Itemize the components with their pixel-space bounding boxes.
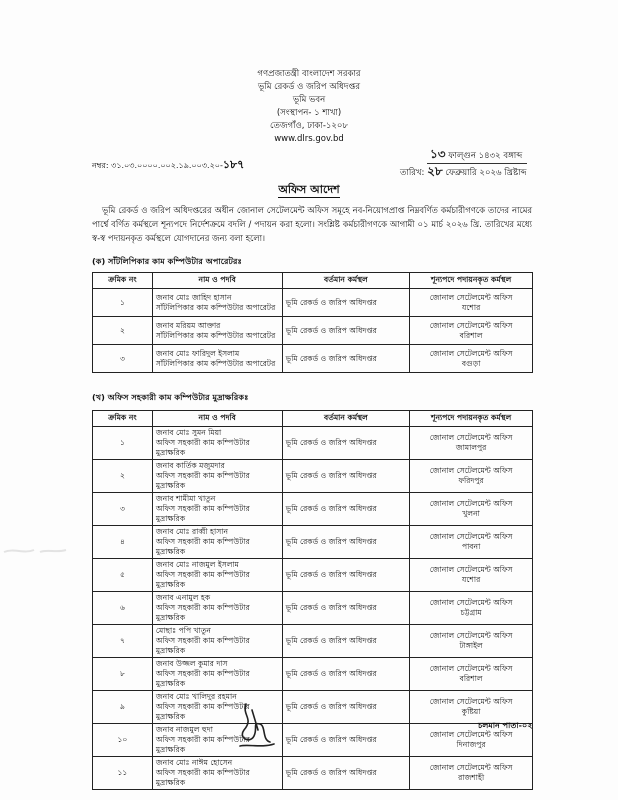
serial-text: ১১	[117, 768, 128, 777]
employee-name: জনাব মোঃ নাজমুল ইসলাম	[155, 560, 239, 569]
new-place: দিনাজপুর	[456, 740, 486, 749]
col-new: শূন্যপদে পদায়নকৃত কর্মস্থল	[410, 273, 533, 289]
new-place: বরিশাল	[459, 330, 483, 340]
cell-new	[410, 289, 533, 317]
letterhead	[0, 68, 618, 146]
current-office: ভূমি রেকর্ড ও জরিপ অধিদপ্তর	[285, 438, 377, 447]
employee-name: জনাব এনামুল হক	[155, 593, 211, 602]
cell-new	[410, 460, 533, 493]
serial-text: ১	[119, 297, 125, 307]
cell-current	[282, 289, 410, 317]
table-row	[93, 724, 533, 757]
cell-serial	[93, 592, 153, 625]
current-office: ভূমি রেকর্ড ও জরিপ অধিদপ্তর	[285, 603, 377, 612]
cell-current	[282, 625, 410, 658]
new-office: জোনাল সেটেলমেন্ট অফিস	[429, 499, 513, 508]
date-gregorian-text: ফেব্রুয়ারি ২০২৬ খ্রিষ্টাব্দ	[445, 168, 527, 178]
cell-new	[410, 592, 533, 625]
current-office: ভূমি রেকর্ড ও জরিপ অধিদপ্তর	[285, 353, 377, 363]
table-row	[93, 427, 533, 460]
header-line-4: (সংস্থাপন- ১ শাখা)	[276, 108, 342, 118]
table-row	[93, 289, 533, 317]
col-name: নাম ও পদবি	[152, 411, 282, 427]
header-line-5: তেজগাঁও, ঢাকা-১২০৮	[270, 121, 348, 131]
current-office: ভূমি রেকর্ড ও জরিপ অধিদপ্তর	[285, 735, 377, 744]
scan-smudge	[0, 540, 70, 560]
memo-number-text: নম্বর: ৩১.০৩.০০০০.০০২.১৯.০০৩.২০-	[92, 161, 223, 170]
table-row	[93, 317, 533, 345]
date-gregorian-day: ২৮	[427, 164, 443, 178]
current-office: ভূমি রেকর্ড ও জরিপ অধিদপ্তর	[285, 636, 377, 645]
employee-designation: অফিস সহকারী কাম কম্পিউটার মুদ্রাক্ষরিক	[155, 438, 250, 457]
serial-text: ৯	[119, 702, 125, 711]
new-office: জোনাল সেটেলমেন্ট অফিস	[429, 348, 513, 358]
section-b-heading: (খ) অফিস সহকারী কাম কম্পিউটার মুদ্রাক্ষরিকঃ	[92, 392, 249, 402]
cell-serial	[93, 460, 153, 493]
table-row	[93, 345, 533, 373]
new-place: বরিশাল	[459, 674, 483, 683]
serial-text: ২	[119, 325, 125, 335]
cell-serial	[93, 658, 153, 691]
cell-serial	[93, 691, 153, 724]
new-place: কুষ্টিয়া	[461, 707, 481, 716]
date-bangla	[400, 148, 527, 163]
employee-name: জনাব মোঃ নাঈম হোসেন	[155, 758, 233, 767]
table-row	[93, 625, 533, 658]
cell-current	[282, 658, 410, 691]
current-office: ভূমি রেকর্ড ও জরিপ অধিদপ্তর	[285, 471, 377, 480]
date-bangla-day: ১৩	[430, 147, 446, 161]
current-office: ভূমি রেকর্ড ও জরিপ অধিদপ্তর	[285, 537, 377, 546]
section-b-table	[92, 410, 533, 790]
cell-current	[282, 691, 410, 724]
employee-name: জনাব মোঃ রাব্বী হাসান	[155, 527, 228, 536]
employee-designation: অফিস সহকারী কাম কম্পিউটার মুদ্রাক্ষরিক	[155, 735, 250, 754]
col-current: বর্তমান কর্মস্থল	[282, 411, 410, 427]
new-office: জোনাল সেটেলমেন্ট অফিস	[429, 292, 513, 302]
employee-designation: সাঁটলিপিকার কাম কম্পিউটার অপারেটর	[155, 358, 276, 368]
cell-new	[410, 658, 533, 691]
employee-name: জনাব শামীমা খাতুন	[155, 494, 216, 503]
col-new: শূন্যপদে পদায়নকৃত কর্মস্থল	[410, 411, 533, 427]
table-row	[93, 559, 533, 592]
cell-current	[282, 559, 410, 592]
section-a-heading: (ক) সাঁটলিপিকার কাম কম্পিউটার অপারেটরঃ	[92, 256, 242, 266]
new-office: জোনাল সেটেলমেন্ট অফিস	[429, 565, 513, 574]
employee-designation: সাঁটলিপিকার কাম কম্পিউটার অপারেটর	[155, 302, 276, 312]
table-row	[93, 691, 533, 724]
cell-serial	[93, 289, 153, 317]
memo-number-handwritten: ১৮৭	[222, 158, 245, 171]
employee-name: জনাব মোঃ খালিদুর রহমান	[155, 692, 237, 701]
current-office: ভূমি রেকর্ড ও জরিপ অধিদপ্তর	[285, 504, 377, 513]
new-place: যশোর	[461, 575, 481, 584]
new-place: চট্টগ্রাম	[460, 608, 482, 617]
employee-designation: অফিস সহকারী কাম কম্পিউটার মুদ্রাক্ষরিক	[155, 603, 250, 622]
new-office: জোনাল সেটেলমেন্ট অফিস	[429, 532, 513, 541]
cell-current	[282, 493, 410, 526]
cell-name	[152, 460, 282, 493]
current-office: ভূমি রেকর্ড ও জরিপ অধিদপ্তর	[285, 702, 377, 711]
new-place: রাজশাহী	[458, 773, 485, 782]
date-gregorian	[400, 163, 527, 180]
cell-serial	[93, 724, 153, 757]
col-serial: ক্রমিক নং	[93, 411, 153, 427]
new-place: খুলনা	[462, 509, 480, 518]
col-serial: ক্রমিক নং	[93, 273, 153, 289]
cell-name	[152, 559, 282, 592]
new-office: জোনাল সেটেলমেন্ট অফিস	[429, 730, 513, 739]
new-place: জামালপুর	[455, 443, 487, 452]
employee-name: জনাব মোঃ জাহিদ হাসান	[155, 292, 232, 302]
current-office: ভূমি রেকর্ড ও জরিপ অধিদপ্তর	[285, 297, 377, 307]
serial-text: ৩	[119, 353, 125, 363]
cell-new	[410, 559, 533, 592]
cell-current	[282, 345, 410, 373]
table-row	[93, 658, 533, 691]
cell-serial	[93, 345, 153, 373]
current-office: ভূমি রেকর্ড ও জরিপ অধিদপ্তর	[285, 570, 377, 579]
cell-serial	[93, 625, 153, 658]
employee-designation: অফিস সহকারী কাম কম্পিউটার মুদ্রাক্ষরিক	[155, 471, 250, 490]
cell-new	[410, 493, 533, 526]
serial-text: ২	[119, 471, 125, 480]
cell-serial	[93, 427, 153, 460]
employee-designation: অফিস সহকারী কাম কম্পিউটার মুদ্রাক্ষরিক	[155, 537, 250, 556]
cell-serial	[93, 757, 153, 790]
serial-text: ৩	[119, 504, 125, 513]
cell-name	[152, 757, 282, 790]
table-row	[93, 757, 533, 790]
cell-current	[282, 427, 410, 460]
new-place: টাঙ্গাইল	[459, 641, 483, 650]
cell-name	[152, 317, 282, 345]
new-office: জোনাল সেটেলমেন্ট অফিস	[429, 697, 513, 706]
col-name: নাম ও পদবি	[152, 273, 282, 289]
new-office: জোনাল সেটেলমেন্ট অফিস	[429, 433, 513, 442]
col-current: বর্তমান কর্মস্থল	[282, 273, 410, 289]
cell-new	[410, 625, 533, 658]
employee-name: জনাব মরিয়ম আক্তার	[155, 320, 221, 330]
table-row	[93, 592, 533, 625]
serial-text: ৮	[119, 669, 125, 678]
continuation-note: চলমান পাতা-০২	[478, 721, 533, 730]
cell-new	[410, 427, 533, 460]
serial-text: ১০	[117, 735, 128, 744]
cell-current	[282, 724, 410, 757]
employee-name: জনাব মোঃ সুমন মিয়া	[155, 428, 222, 437]
serial-text: ৬	[119, 603, 125, 612]
table-header-row	[93, 411, 533, 427]
employee-name: জনাব মোঃ ফারিদুল ইসলাম	[155, 348, 240, 358]
date-label: তারিখ:	[400, 168, 425, 178]
order-body-text: ভূমি রেকর্ড ও জরিপ অধিদপ্তরের অধীন জোনাল সেটেলমেন্ট অফিস সমূহে নব-নিয়োগপ্রাপ্ত নিম্নবর্ণিত কর্মচারীগণকে তাদের নামের পার্শ্বে বর্ণিত কর্মস্থলে শূন্যপদে নির্দেশক্রমে বদলি / পদায়ন করা হলো। সংশ্লিষ্ট কর্মচারীগণকে আগামী ০১ মার্চ ২০২৬ খ্রি. তারিখের মধ্যে স্ব-স্ব পদায়নকৃত কর্মস্থলে যোগদানের জন্য বলা হলো।	[92, 205, 532, 243]
signature	[232, 700, 278, 752]
new-office: জোনাল সেটেলমেন্ট অফিস	[429, 598, 513, 607]
cell-name	[152, 658, 282, 691]
employee-name: জনাব উজ্জল কুমার দাস	[155, 659, 228, 668]
date-block	[400, 148, 527, 180]
current-office: ভূমি রেকর্ড ও জরিপ অধিদপ্তর	[285, 325, 377, 335]
cell-name	[152, 493, 282, 526]
cell-name	[152, 289, 282, 317]
cell-serial	[93, 559, 153, 592]
new-office: জোনাল সেটেলমেন্ট অফিস	[429, 631, 513, 640]
serial-text: ৭	[119, 636, 125, 645]
cell-serial	[93, 526, 153, 559]
cell-new	[410, 345, 533, 373]
new-office: জোনাল সেটেলমেন্ট অফিস	[429, 466, 513, 475]
serial-text: ৫	[119, 570, 125, 579]
new-place: পাবনা	[461, 542, 481, 551]
current-office: ভূমি রেকর্ড ও জরিপ অধিদপ্তর	[285, 669, 377, 678]
employee-designation: অফিস সহকারী কাম কম্পিউটার মুদ্রাক্ষরিক	[155, 669, 250, 688]
employee-name: মোছাঃ পপি খাতুন	[155, 626, 211, 635]
new-place: বগুড়া	[461, 358, 481, 368]
new-office: জোনাল সেটেলমেন্ট অফিস	[429, 763, 513, 772]
cell-name	[152, 526, 282, 559]
new-office: জোনাল সেটেলমেন্ট অফিস	[429, 664, 513, 673]
cell-serial	[93, 317, 153, 345]
cell-name	[152, 592, 282, 625]
cell-serial	[93, 493, 153, 526]
header-line-3: ভূমি ভবন	[292, 95, 326, 105]
table-row	[93, 460, 533, 493]
cell-new	[410, 526, 533, 559]
cell-current	[282, 526, 410, 559]
header-line-2: ভূমি রেকর্ড ও জরিপ অধিদপ্তর	[257, 82, 361, 92]
employee-designation: অফিস সহকারী কাম কম্পিউটার মুদ্রাক্ষরিক	[155, 504, 250, 523]
memo-number	[92, 156, 244, 175]
serial-text: ১	[119, 438, 125, 447]
current-office: ভূমি রেকর্ড ও জরিপ অধিদপ্তর	[285, 768, 377, 777]
table-row	[93, 526, 533, 559]
cell-new	[410, 757, 533, 790]
employee-name: জনাব কার্তিক মজুমদার	[155, 461, 225, 470]
cell-current	[282, 757, 410, 790]
header-line-1: গণপ্রজাতন্ত্রী বাংলাদেশ সরকার	[257, 69, 361, 79]
cell-new	[410, 691, 533, 724]
page-title: অফিস আদেশ	[278, 183, 340, 196]
employee-designation: অফিস সহকারী কাম কম্পিউটার মুদ্রাক্ষরিক	[155, 636, 250, 655]
employee-designation: অফিস সহকারী কাম কম্পিউটার মুদ্রাক্ষরিক	[155, 570, 250, 589]
employee-designation: অফিস সহকারী কাম কম্পিউটার মুদ্রাক্ষরিক	[155, 702, 250, 721]
table-row	[93, 493, 533, 526]
new-office: জোনাল সেটেলমেন্ট অফিস	[429, 320, 513, 330]
section-a-table	[92, 272, 533, 373]
cell-name	[152, 345, 282, 373]
table-header-row	[93, 273, 533, 289]
employee-designation: অফিস সহকারী কাম কম্পিউটার মুদ্রাক্ষরিক	[155, 768, 250, 787]
employee-designation: সাঁটলিপিকার কাম কম্পিউটার অপারেটর	[155, 330, 276, 340]
new-place: ফরিদপুর	[458, 476, 484, 485]
employee-name: জনাব নাজমুল হুদা	[155, 725, 213, 734]
cell-name	[152, 427, 282, 460]
new-place: যশোর	[461, 302, 481, 312]
cell-current	[282, 317, 410, 345]
serial-text: ৪	[119, 537, 125, 546]
cell-name	[152, 625, 282, 658]
cell-current	[282, 460, 410, 493]
cell-current	[282, 592, 410, 625]
date-bangla-text: ফাল্গুন ১৪৩২ বঙ্গাব্দ	[448, 151, 523, 161]
header-line-6: www.dlrs.gov.bd	[274, 134, 344, 144]
cell-new	[410, 317, 533, 345]
